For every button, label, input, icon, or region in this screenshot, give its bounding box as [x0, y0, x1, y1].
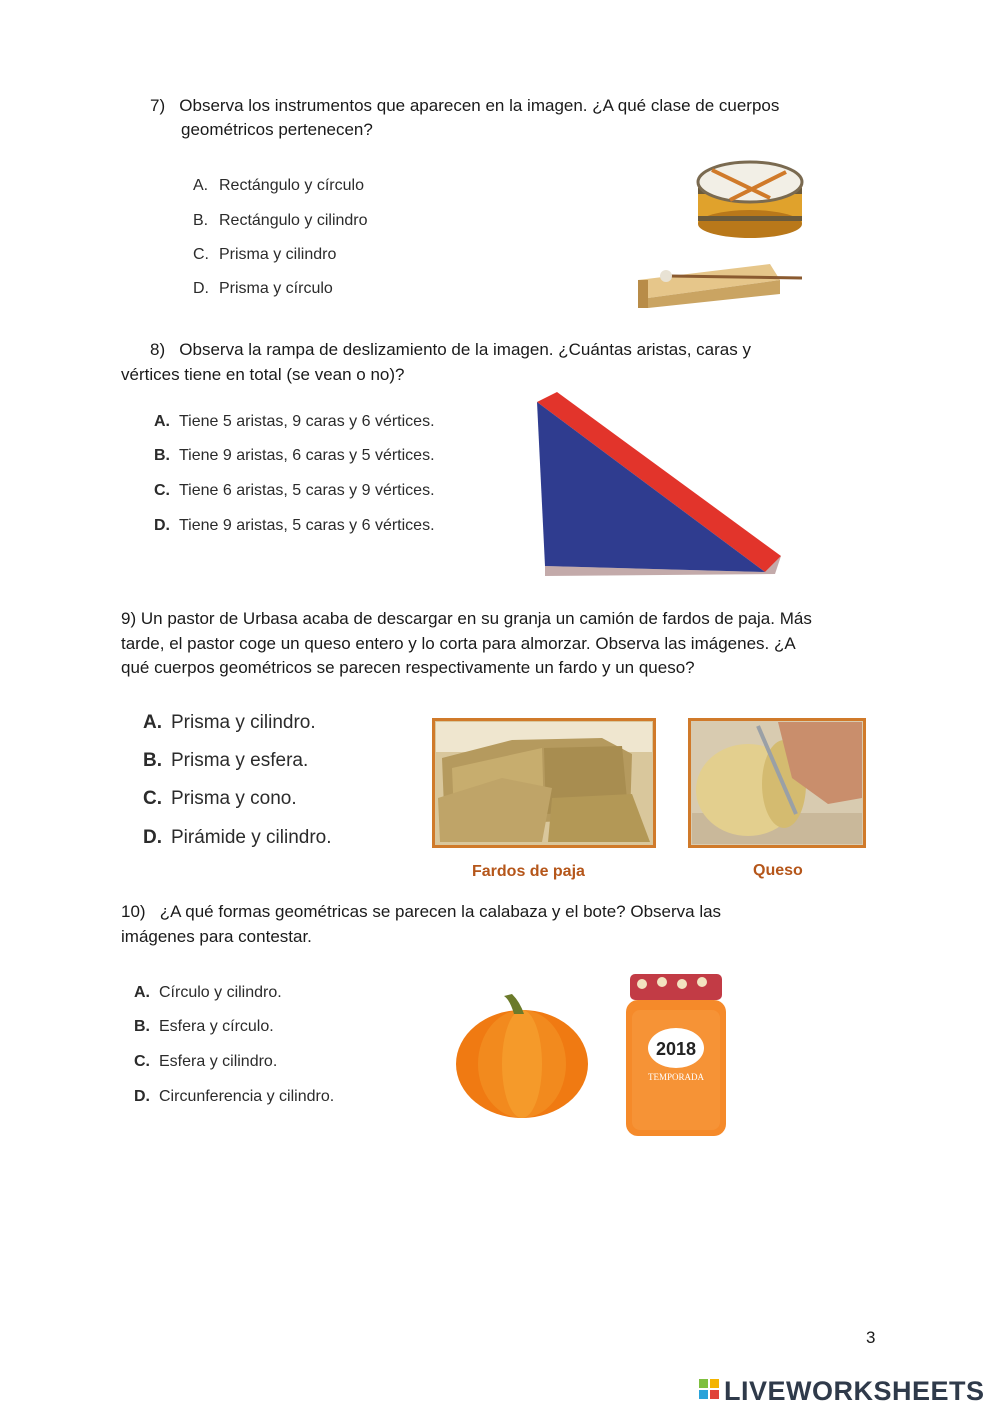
- option-letter: C.: [134, 1053, 150, 1070]
- option-letter: D.: [134, 1088, 150, 1105]
- question-text-cont: geométricos pertenecen?: [181, 120, 373, 139]
- cheese-caption: Queso: [753, 862, 803, 879]
- option-letter: C.: [193, 246, 209, 263]
- option-text: Esfera y cilindro.: [159, 1053, 278, 1070]
- page-number: 3: [866, 1328, 876, 1347]
- jar-year-label: 2018: [655, 1039, 697, 1059]
- option-c[interactable]: [154, 482, 435, 500]
- option-d[interactable]: [143, 827, 332, 849]
- option-text: Pirámide y cilindro.: [171, 827, 332, 848]
- option-a[interactable]: [154, 413, 435, 431]
- option-text: Rectángulo y cilindro: [219, 212, 368, 229]
- question-text: ¿A qué formas geométricas se parecen la calabaza y el bote? Observa las: [159, 902, 722, 921]
- option-letter: B.: [193, 212, 209, 229]
- option-d[interactable]: [134, 1088, 334, 1106]
- option-text: Circunferencia y cilindro.: [159, 1088, 335, 1105]
- option-a[interactable]: [134, 984, 282, 1002]
- pumpkin-image: [452, 990, 592, 1124]
- question-text: Observa los instrumentos que aparecen en la imagen. ¿A qué clase de cuerpos: [179, 96, 780, 115]
- option-c[interactable]: [134, 1053, 277, 1071]
- option-text: Tiene 5 aristas, 9 caras y 6 vértices.: [179, 413, 435, 430]
- question-text-cont: vértices tiene en total (se vean o no)?: [121, 365, 405, 384]
- question-text-cont: qué cuerpos geométricos se parecen respectivamente un fardo y un queso?: [121, 658, 695, 677]
- option-c[interactable]: [143, 788, 297, 810]
- question-text: Observa la rampa de deslizamiento de la imagen. ¿Cuántas aristas, caras y: [179, 340, 751, 359]
- option-text: Esfera y círculo.: [159, 1018, 274, 1035]
- question-text-cont: tarde, el pastor coge un queso entero y lo corta para almorzar. Observa las imágenes. ¿A: [121, 634, 796, 653]
- option-letter: B.: [134, 1018, 150, 1035]
- liveworksheets-logo: [698, 1376, 985, 1407]
- option-letter: C.: [143, 788, 162, 809]
- option-letter: A.: [193, 177, 209, 194]
- hay-bales-image: [432, 718, 656, 848]
- logo-text: LIVEWORKSHEETS: [724, 1376, 985, 1406]
- question-text: Un pastor de Urbasa acaba de descargar en su granja un camión de fardos de paja. Más: [140, 609, 812, 628]
- option-text: Rectángulo y círculo: [219, 177, 364, 194]
- option-text: Prisma y cilindro: [219, 246, 337, 263]
- option-letter: A.: [143, 712, 162, 733]
- option-a[interactable]: [193, 177, 364, 195]
- question-7: [150, 94, 870, 118]
- option-b[interactable]: [154, 447, 435, 465]
- option-letter: A.: [134, 984, 150, 1001]
- jar-brand-label: TEMPORADA: [647, 1072, 705, 1082]
- option-letter: D.: [193, 280, 209, 297]
- option-letter: D.: [154, 517, 170, 534]
- question-9: [121, 607, 881, 631]
- cheese-image: [688, 718, 866, 848]
- option-d[interactable]: [154, 517, 435, 535]
- logo-icon: [698, 1378, 722, 1406]
- jar-image: [622, 970, 730, 1140]
- option-letter: D.: [143, 827, 162, 848]
- ramp-image: [525, 388, 787, 580]
- wood-block-image: [630, 262, 810, 310]
- option-b[interactable]: [193, 212, 368, 230]
- option-text: Prisma y cono.: [171, 788, 297, 809]
- option-text: Círculo y cilindro.: [159, 984, 282, 1001]
- option-d[interactable]: [193, 280, 333, 298]
- question-number: 8): [150, 340, 166, 359]
- option-letter: B.: [154, 447, 170, 464]
- option-b[interactable]: [143, 750, 308, 772]
- question-number: 10): [121, 902, 146, 921]
- option-letter: B.: [143, 750, 162, 771]
- question-number: 9): [121, 609, 137, 628]
- option-letter: A.: [154, 413, 170, 430]
- option-letter: C.: [154, 482, 170, 499]
- option-text: Prisma y cilindro.: [171, 712, 316, 733]
- option-text: Prisma y círculo: [219, 280, 333, 297]
- question-text-cont: imágenes para contestar.: [121, 927, 312, 946]
- option-a[interactable]: [143, 712, 316, 734]
- option-c[interactable]: [193, 246, 336, 264]
- option-b[interactable]: [134, 1018, 274, 1036]
- drum-image: [690, 148, 810, 240]
- option-text: Prisma y esfera.: [171, 750, 309, 771]
- hay-caption: Fardos de paja: [472, 863, 585, 880]
- question-8: [150, 338, 870, 362]
- option-text: Tiene 6 aristas, 5 caras y 9 vértices.: [179, 482, 435, 499]
- question-number: 7): [150, 96, 166, 115]
- question-10: [121, 900, 841, 924]
- option-text: Tiene 9 aristas, 5 caras y 6 vértices.: [179, 517, 435, 534]
- option-text: Tiene 9 aristas, 6 caras y 5 vértices.: [179, 447, 435, 464]
